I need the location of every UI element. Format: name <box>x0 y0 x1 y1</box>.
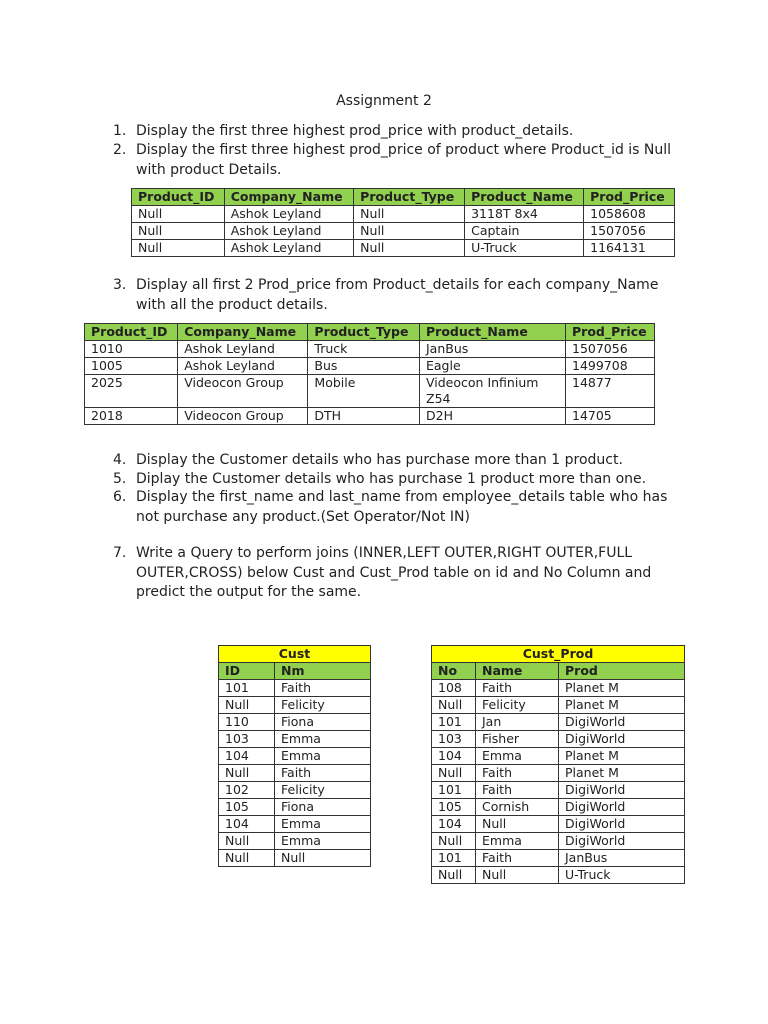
table-cell: 1164131 <box>584 240 675 257</box>
question-text: Display the first three highest prod_price of product where Product_id is Null with product Details. <box>136 142 672 178</box>
table-cell: 1499708 <box>566 358 655 375</box>
column-header: Name <box>476 663 559 680</box>
table-cell: Null <box>132 223 225 240</box>
question-text: Display all first 2 Prod_price from Product_details for each company_Name with all the product details. <box>136 277 659 313</box>
cust-table <box>218 645 371 867</box>
question-number: 4. <box>113 452 127 468</box>
table-cell: Faith <box>275 680 371 697</box>
table-cell: Emma <box>275 833 371 850</box>
table-cell: Faith <box>476 782 559 799</box>
table-cell: 101 <box>432 714 476 731</box>
column-header: Prod_Price <box>566 324 655 341</box>
table-cell: Null <box>354 206 465 223</box>
table-cell: Null <box>219 765 275 782</box>
table-cell: 1010 <box>85 341 178 358</box>
question-number: 6. <box>113 489 127 505</box>
table-cell: 103 <box>219 731 275 748</box>
table-cell: Ashok Leyland <box>224 223 353 240</box>
table-cell: 104 <box>219 816 275 833</box>
table-cell: 104 <box>432 816 476 833</box>
table-row <box>432 833 685 850</box>
table-cell: Ashok Leyland <box>178 358 308 375</box>
table-cell: DTH <box>308 408 420 425</box>
table-cell: Null <box>432 697 476 714</box>
table-cell: Null <box>432 833 476 850</box>
table-row <box>219 748 371 765</box>
table-cell: Ashok Leyland <box>224 240 353 257</box>
cust-prod-table <box>431 645 685 884</box>
table-row <box>432 782 685 799</box>
table-cell: JanBus <box>420 341 566 358</box>
table-row <box>432 799 685 816</box>
table-cell: U-Truck <box>559 867 685 884</box>
table-cell: Null <box>219 850 275 867</box>
table-cell: JanBus <box>559 850 685 867</box>
table-cell: 102 <box>219 782 275 799</box>
table-row <box>219 850 371 867</box>
table-cell: Cornish <box>476 799 559 816</box>
table-cell: 2025 <box>85 375 178 408</box>
table-title-row <box>432 646 685 663</box>
table-cell: Ashok Leyland <box>178 341 308 358</box>
table-cell: DigiWorld <box>559 782 685 799</box>
table-row <box>432 714 685 731</box>
table-row <box>432 765 685 782</box>
column-header: Product_Name <box>465 189 584 206</box>
table-row <box>219 697 371 714</box>
table-cell: 101 <box>219 680 275 697</box>
table-cell: Jan <box>476 714 559 731</box>
table-cell: Null <box>432 765 476 782</box>
table-row <box>219 765 371 782</box>
table-cell: Null <box>476 816 559 833</box>
document-title: Assignment 2 <box>336 93 432 109</box>
table-cell: Null <box>354 240 465 257</box>
table-cell: Null <box>219 833 275 850</box>
table-cell: 1507056 <box>584 223 675 240</box>
table-cell: 108 <box>432 680 476 697</box>
table-cell: 104 <box>432 748 476 765</box>
table-row <box>432 867 685 884</box>
column-header: Product_ID <box>132 189 225 206</box>
table-row <box>132 206 675 223</box>
question-number: 1. <box>113 123 127 139</box>
table-header-row <box>132 189 675 206</box>
table-cell: 2018 <box>85 408 178 425</box>
table-row <box>85 358 655 375</box>
column-header: Product_Name <box>420 324 566 341</box>
table-cell: 1058608 <box>584 206 675 223</box>
column-header: Company_Name <box>178 324 308 341</box>
table-cell: Videocon Infinium Z54 <box>420 375 566 408</box>
question-text: Diplay the Customer details who has purchase 1 product more than one. <box>136 471 647 487</box>
table-cell: 14877 <box>566 375 655 408</box>
question-text: Write a Query to perform joins (INNER,LEFT OUTER,RIGHT OUTER,FULL OUTER,CROSS) below Cust and Cust_Prod table on id and No Column and predict the output for the same. <box>136 545 652 600</box>
table-cell: Faith <box>476 765 559 782</box>
table-cell: Planet M <box>559 697 685 714</box>
table-cell: Null <box>132 206 225 223</box>
table-row <box>219 680 371 697</box>
table-cell: 103 <box>432 731 476 748</box>
table-cell: Faith <box>476 850 559 867</box>
table-row <box>219 833 371 850</box>
table-row <box>85 341 655 358</box>
table-cell: Emma <box>275 816 371 833</box>
column-header: Product_ID <box>85 324 178 341</box>
table-row <box>432 731 685 748</box>
question-number: 5. <box>113 471 127 487</box>
table-cell: Null <box>432 867 476 884</box>
table-cell: 3118T 8x4 <box>465 206 584 223</box>
product-table-2 <box>84 323 655 425</box>
table-cell: Planet M <box>559 680 685 697</box>
table-title-row <box>219 646 371 663</box>
table-cell: Felicity <box>275 782 371 799</box>
table-row <box>85 408 655 425</box>
table-cell: DigiWorld <box>559 799 685 816</box>
table-cell: Truck <box>308 341 420 358</box>
table-row <box>85 375 655 408</box>
question-number: 2. <box>113 142 127 158</box>
table-header-row <box>219 663 371 680</box>
table-cell: 110 <box>219 714 275 731</box>
table-cell: DigiWorld <box>559 816 685 833</box>
table-cell: Fiona <box>275 799 371 816</box>
table-cell: Fisher <box>476 731 559 748</box>
table-cell: Felicity <box>476 697 559 714</box>
table-cell: Null <box>219 697 275 714</box>
table-cell: DigiWorld <box>559 833 685 850</box>
question-number: 7. <box>113 545 127 561</box>
table-cell: Eagle <box>420 358 566 375</box>
table-cell: DigiWorld <box>559 714 685 731</box>
table-row <box>432 748 685 765</box>
table-cell: Felicity <box>275 697 371 714</box>
table-cell: Faith <box>476 680 559 697</box>
question-text: Display the first_name and last_name from employee_details table who has not purchase any product.(Set Operator/Not IN) <box>136 489 668 525</box>
table-row <box>219 782 371 799</box>
table-cell: 105 <box>219 799 275 816</box>
column-header: No <box>432 663 476 680</box>
table-row <box>132 223 675 240</box>
table-cell: 1507056 <box>566 341 655 358</box>
question-text: Display the first three highest prod_price with product_details. <box>136 123 574 139</box>
table-row <box>219 816 371 833</box>
table-cell: Captain <box>465 223 584 240</box>
table-cell: Videocon Group <box>178 408 308 425</box>
column-header: Prod_Price <box>584 189 675 206</box>
table-cell: 101 <box>432 850 476 867</box>
table-cell: 105 <box>432 799 476 816</box>
product-table-1 <box>131 188 675 257</box>
column-header: Nm <box>275 663 371 680</box>
question-number: 3. <box>113 277 127 293</box>
table-cell: Planet M <box>559 765 685 782</box>
table-cell: 14705 <box>566 408 655 425</box>
table-cell: D2H <box>420 408 566 425</box>
table-cell: Fiona <box>275 714 371 731</box>
table-row <box>432 816 685 833</box>
table-cell: Planet M <box>559 748 685 765</box>
table-cell: 101 <box>432 782 476 799</box>
table-cell: Bus <box>308 358 420 375</box>
table-cell: Videocon Group <box>178 375 308 408</box>
table-cell: Null <box>132 240 225 257</box>
column-header: Product_Type <box>308 324 420 341</box>
table-cell: Null <box>275 850 371 867</box>
table-row <box>432 850 685 867</box>
table-cell: 1005 <box>85 358 178 375</box>
table-cell: Mobile <box>308 375 420 408</box>
table-cell: Faith <box>275 765 371 782</box>
column-header: ID <box>219 663 275 680</box>
table-cell: Null <box>476 867 559 884</box>
question-text: Display the Customer details who has purchase more than 1 product. <box>136 452 623 468</box>
table-row <box>219 731 371 748</box>
table-title: Cust <box>219 646 371 663</box>
table-cell: Emma <box>476 833 559 850</box>
table-title: Cust_Prod <box>432 646 685 663</box>
table-row <box>219 799 371 816</box>
table-cell: DigiWorld <box>559 731 685 748</box>
table-cell: Emma <box>476 748 559 765</box>
table-cell: Emma <box>275 748 371 765</box>
table-cell: 104 <box>219 748 275 765</box>
column-header: Prod <box>559 663 685 680</box>
table-row <box>132 240 675 257</box>
table-cell: Emma <box>275 731 371 748</box>
table-row <box>219 714 371 731</box>
table-row <box>432 680 685 697</box>
table-row <box>432 697 685 714</box>
table-header-row <box>432 663 685 680</box>
table-header-row <box>85 324 655 341</box>
table-cell: Ashok Leyland <box>224 206 353 223</box>
table-cell: U-Truck <box>465 240 584 257</box>
table-cell: Null <box>354 223 465 240</box>
column-header: Product_Type <box>354 189 465 206</box>
column-header: Company_Name <box>224 189 353 206</box>
